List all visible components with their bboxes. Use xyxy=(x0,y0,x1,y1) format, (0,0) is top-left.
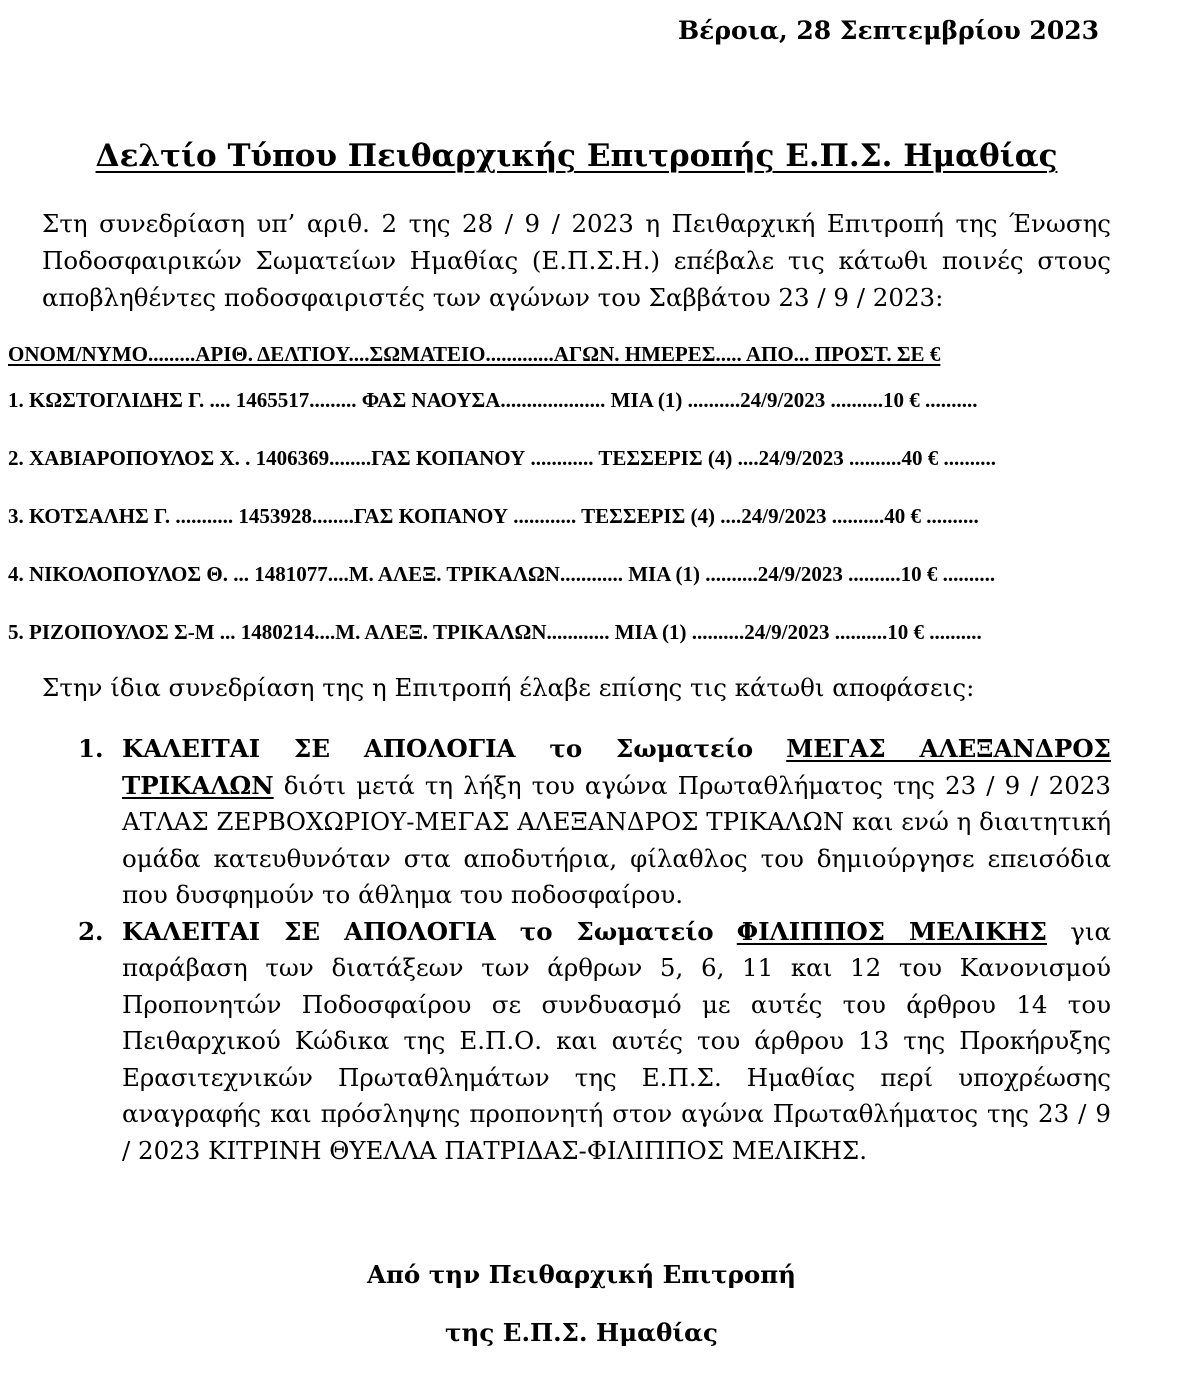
decision-body: για παράβαση των διατάξεων των άρθρων 5, 6, 11 και 12 του Κανονισμού Προπονητών Ποδοσφαίρου σε συνδυασμό με αυτές του άρθρου 14 του Πειθαρχικού Κώδικα της Ε.Π.Ο. και αυτές του άρθρου 13 της Προκήρυξης Ερασιτεχνικών Πρωταθλημάτων της Ε.Π.Σ. Ημαθίας περί υποχρέωσης αναγραφής και πρόσληψης προπονητή στον αγώνα Πρωταθλήματος της 23 / 9 / 2023 ΚΙΤΡΙΝΗ ΘΥΕΛΛΑ ΠΑΤΡΙΔΑΣ-ΦΙΛΙΠΠΟΣ ΜΕΛΙΚΗΣ. xyxy=(122,916,1112,1165)
decisions-list xyxy=(78,731,1111,1169)
document-date: Βέροια, 28 Σεπτεμβρίου 2023 xyxy=(678,16,1099,45)
decision-number: 2. xyxy=(78,916,104,946)
decision-item xyxy=(78,731,1111,914)
penalty-row: 3. ΚΟΤΣΑΛΗΣ Γ. ........... 1453928........ΓΑΣ ΚΟΠΑΝΟΥ ............ ΤΕΣΣΕΡΙΣ (4) ....24/9/2023 ..........40 € .......... xyxy=(8,504,979,528)
document-title: Δελτίο Τύπου Πειθαρχικής Επιτροπής Ε.Π.Σ. Ημαθίας xyxy=(95,138,1058,174)
decision-lead: ΚΑΛΕΙΤΑΙ ΣΕ ΑΠΟΛΟΓΙΑ το Σωματείο xyxy=(122,734,754,763)
penalty-row: 4. ΝΙΚΟΛΟΠΟΥΛΟΣ Θ. ... 1481077....Μ. ΑΛΕΞ. ΤΡΙΚΑΛΩΝ............ ΜΙΑ (1) ..........24/9/2023 ..........10 € .......... xyxy=(8,562,996,586)
penalty-row: 2. ΧΑΒΙΑΡΟΠΟΥΛΟΣ Χ. . 1406369........ΓΑΣ ΚΟΠΑΝΟΥ ............ ΤΕΣΣΕΡΙΣ (4) ....24/9/2023 ..........40 € .......... xyxy=(8,446,996,470)
decision-text xyxy=(122,731,1111,914)
penalty-row: 1. ΚΩΣΤΟΓΛΙΔΗΣ Γ. .... 1465517......... ΦΑΣ ΝΑΟΥΣΑ.................... ΜΙΑ (1) ..........24/9/2023 ..........10 € .......... xyxy=(8,388,978,412)
decision-text xyxy=(122,914,1111,1170)
penalties-table-header: ΟΝΟΜ/ΝΥΜΟ.........ΑΡΙΘ. ΔΕΛΤΙΟΥ....ΣΩΜΑΤΕΙΟ.............ΑΓΩΝ. ΗΜΕΡΕΣ..... ΑΠΟ... ΠΡΟΣΤ. ΣΕ € xyxy=(8,342,941,366)
decision-number: 1. xyxy=(78,734,104,763)
decision-item xyxy=(78,914,1111,1170)
decisions-intro: Στην ίδια συνεδρίαση της η Επιτροπή έλαβε επίσης τις κάτωθι αποφάσεις: xyxy=(42,673,975,702)
decision-club: ΦΙΛΙΠΠΟΣ ΜΕΛΙΚΗΣ xyxy=(736,916,1047,946)
signature-line-2: της Ε.Π.Σ. Ημαθίας xyxy=(445,1318,718,1347)
penalty-row: 5. ΡΙΖΟΠΟΥΛΟΣ Σ-Μ ... 1480214....Μ. ΑΛΕΞ. ΤΡΙΚΑΛΩΝ............ ΜΙΑ (1) ..........24/9/2023 ..........10 € .......... xyxy=(8,620,982,644)
intro-paragraph: Στη συνεδρίαση υπ’ αριθ. 2 της 28 / 9 / 2023 η Πειθαρχική Επιτροπή της Ένωσης Ποδοσφαιρικών Σωματείων Ημαθίας (Ε.Π.Σ.Η.) επέβαλε τις κάτωθι ποινές στους αποβληθέντες ποδοσφαιριστές των αγώνων του Σαββάτου 23 / 9 / 2023: xyxy=(42,209,1111,312)
signature-line-1: Από την Πειθαρχική Επιτροπή xyxy=(366,1260,796,1289)
decision-lead: ΚΑΛΕΙΤΑΙ ΣΕ ΑΠΟΛΟΓΙΑ το Σωματείο xyxy=(122,916,714,946)
decision-body: διότι μετά τη λήξη του αγώνα Πρωταθλήματος της 23 / 9 / 2023 ΑΤΛΑΣ ΖΕΡΒΟΧΩΡΙΟΥ-ΜΕΓΑΣ ΑΛΕΞΑΝΔΡΟΣ ΤΡΙΚΑΛΩΝ και ενώ η διαιτητική ομάδα κατευθυνόταν στα αποδυτήρια, φίλαθλος του δημιούργησε επεισόδια που δυσφημούν το άθλημα του ποδοσφαίρου. xyxy=(122,770,1111,909)
decision-club: ΜΕΓΑΣ ΑΛΕΞΑΝΔΡΟΣ ΤΡΙΚΑΛΩΝ xyxy=(122,734,1111,800)
